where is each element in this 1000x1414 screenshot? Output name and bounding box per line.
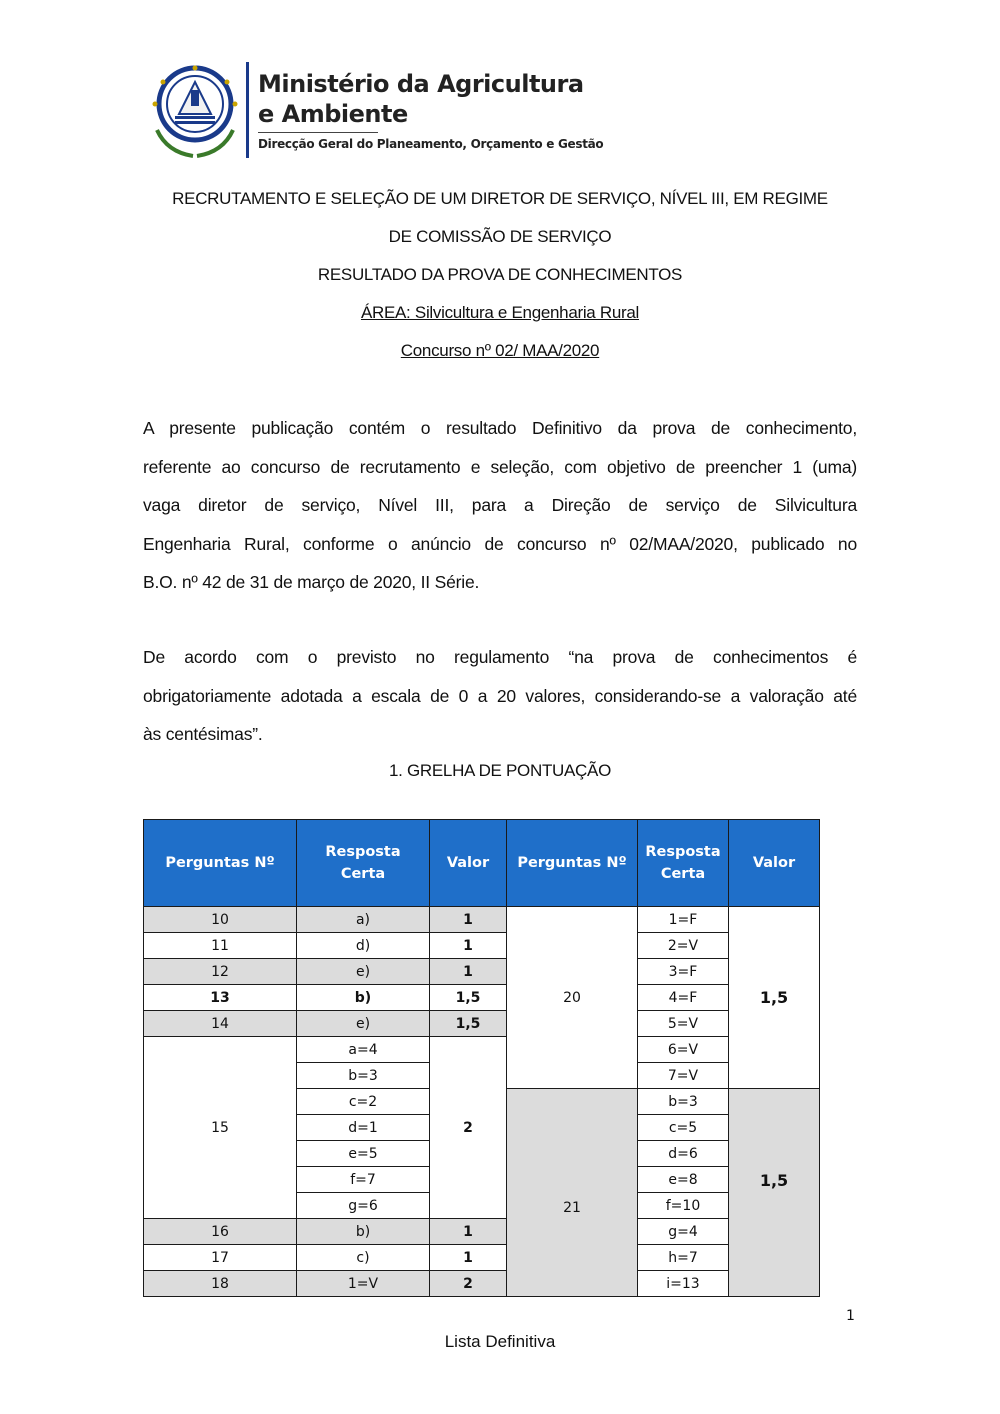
value-cell: 2 xyxy=(430,1271,507,1297)
header-question-right: Perguntas Nº xyxy=(507,820,638,907)
intro-line-2: referente ao concurso de recrutamento e seleção, com objetivo de preencher 1 (uma) xyxy=(143,456,857,477)
value-cell: 1 xyxy=(430,933,507,959)
answer-cell: g=4 xyxy=(638,1219,729,1245)
answer-cell: c=2 xyxy=(297,1089,430,1115)
answer-cell: g=6 xyxy=(297,1193,430,1219)
answer-cell: b) xyxy=(297,1219,430,1245)
title-concurso-wrap xyxy=(143,341,857,361)
header-value-left: Valor xyxy=(430,820,507,907)
table-row xyxy=(144,1219,820,1245)
directorate-name: Direcção Geral do Planeamento, Orçamento e Gestão xyxy=(258,137,604,151)
ministry-underline xyxy=(258,132,378,133)
question-20-value: 1,5 xyxy=(729,907,820,1089)
question-21-cell: 21 xyxy=(507,1089,638,1297)
section-heading: 1. GRELHA DE PONTUAÇÃO xyxy=(388,761,611,780)
table-row xyxy=(144,1271,820,1297)
answer-cell: a=4 xyxy=(297,1037,430,1063)
question-21-value: 1,5 xyxy=(729,1089,820,1297)
answer-cell: e=5 xyxy=(297,1141,430,1167)
title-line2: DE COMISSÃO DE SERVIÇO xyxy=(388,227,612,246)
intro-paragraph xyxy=(143,409,857,602)
table-row xyxy=(144,959,820,985)
table-row xyxy=(144,1037,820,1063)
title-line1: RECRUTAMENTO E SELEÇÃO DE UM DIRETOR DE SERVIÇO, NÍVEL III, EM REGIME xyxy=(172,189,828,208)
answer-cell: 3=F xyxy=(638,959,729,985)
question-cell: 18 xyxy=(144,1271,297,1297)
question-cell: 17 xyxy=(144,1245,297,1271)
page-number: 1 xyxy=(846,1308,855,1324)
answer-cell: b) xyxy=(297,985,430,1011)
question-cell: 10 xyxy=(144,907,297,933)
table-header-row xyxy=(144,820,820,907)
coat-of-arms-emblem xyxy=(145,60,245,160)
header-answer-right: Resposta Certa xyxy=(638,820,729,907)
table-row xyxy=(144,907,820,933)
table-row xyxy=(144,985,820,1011)
question-cell: 16 xyxy=(144,1219,297,1245)
table-row xyxy=(144,933,820,959)
answer-cell: 5=V xyxy=(638,1011,729,1037)
question-cell: 11 xyxy=(144,933,297,959)
question-cell: 14 xyxy=(144,1011,297,1037)
intro-line-1: A presente publicação contém o resultado Definitivo da prova de conhecimento, xyxy=(143,418,857,438)
title-concurso: Concurso nº 02/ MAA/2020 xyxy=(400,341,600,360)
value-cell: 1,5 xyxy=(430,1011,507,1037)
regulation-paragraph xyxy=(143,638,857,754)
score-grid-table xyxy=(143,819,820,1297)
value-cell: 1,5 xyxy=(430,985,507,1011)
title-area-wrap xyxy=(143,303,857,323)
question-20-cell: 20 xyxy=(507,907,638,1089)
answer-cell: e) xyxy=(297,1011,430,1037)
answer-cell: d) xyxy=(297,933,430,959)
answer-cell: 7=V xyxy=(638,1063,729,1089)
header-question-left: Perguntas Nº xyxy=(144,820,297,907)
question-cell: 13 xyxy=(144,985,297,1011)
question-cell: 12 xyxy=(144,959,297,985)
table-row xyxy=(144,1011,820,1037)
answer-cell: a) xyxy=(297,907,430,933)
question-15-value: 2 xyxy=(430,1037,507,1219)
intro-line-5: B.O. nº 42 de 31 de março de 2020, II Série. xyxy=(143,572,480,592)
title-line3: RESULTADO DA PROVA DE CONHECIMENTOS xyxy=(317,265,683,284)
answer-cell: e=8 xyxy=(638,1167,729,1193)
answer-cell: 2=V xyxy=(638,933,729,959)
regulation-line-1: De acordo com o previsto no regulamento “na prova de conhecimentos é xyxy=(143,647,857,667)
answer-cell: e) xyxy=(297,959,430,985)
header-divider xyxy=(246,62,249,158)
answer-cell: d=1 xyxy=(297,1115,430,1141)
ministry-name-line1: Ministério da Agricultura xyxy=(258,70,584,98)
regulation-line-3: às centésimas”. xyxy=(143,724,263,744)
value-cell: 1 xyxy=(430,959,507,985)
value-cell: 1 xyxy=(430,1245,507,1271)
answer-cell: f=7 xyxy=(297,1167,430,1193)
answer-cell: 4=F xyxy=(638,985,729,1011)
regulation-line-2: obrigatoriamente adotada a escala de 0 a 20 valores, considerando-se a valoração até xyxy=(143,685,857,706)
answer-cell: c) xyxy=(297,1245,430,1271)
answer-cell: f=10 xyxy=(638,1193,729,1219)
header-value-right: Valor xyxy=(729,820,820,907)
footer-label: Lista Definitiva xyxy=(444,1332,556,1351)
ministry-name-line2: e Ambiente xyxy=(258,100,408,128)
value-cell: 1 xyxy=(430,1219,507,1245)
answer-cell: h=7 xyxy=(638,1245,729,1271)
intro-line-3: vaga diretor de serviço, Nível III, para a Direção de serviço de Silvicultura xyxy=(143,495,857,515)
answer-cell: i=13 xyxy=(638,1271,729,1297)
answer-cell: b=3 xyxy=(638,1089,729,1115)
title-area: ÁREA: Silvicultura e Engenharia Rural xyxy=(360,303,640,322)
answer-cell: 1=F xyxy=(638,907,729,933)
intro-line-4: Engenharia Rural, conforme o anúncio de concurso nº 02/MAA/2020, publicado no xyxy=(143,533,857,554)
answer-cell: 1=V xyxy=(297,1271,430,1297)
answer-cell: b=3 xyxy=(297,1063,430,1089)
value-cell: 1 xyxy=(430,907,507,933)
answer-cell: 6=V xyxy=(638,1037,729,1063)
question-15-cell: 15 xyxy=(144,1037,297,1219)
answer-cell: d=6 xyxy=(638,1141,729,1167)
table-row xyxy=(144,1245,820,1271)
answer-cell: c=5 xyxy=(638,1115,729,1141)
header-answer-left: Resposta Certa xyxy=(297,820,430,907)
